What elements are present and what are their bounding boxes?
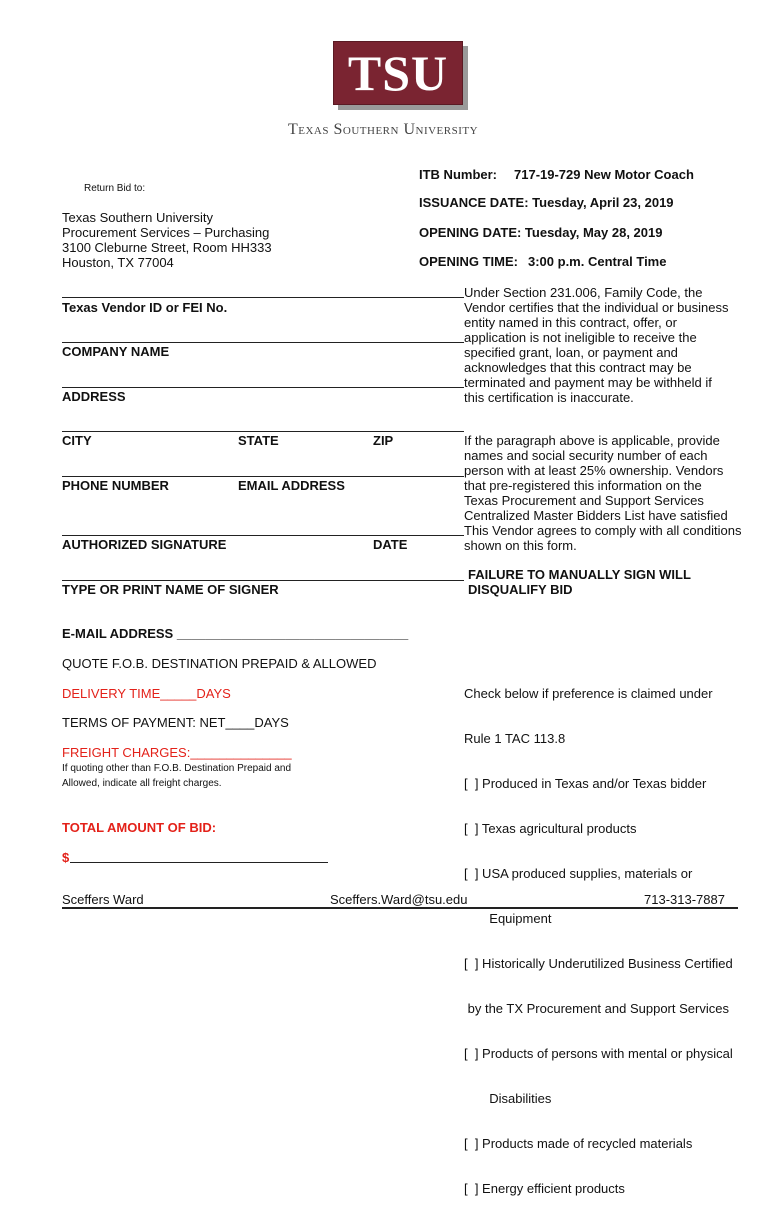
pref-line: Rule 1 TAC 113.8 [464, 731, 566, 746]
para-line: shown on this form. [464, 538, 577, 553]
address-line-field[interactable] [62, 387, 464, 388]
vendor-id-label: Texas Vendor ID or FEI No. [62, 300, 228, 315]
ownership-paragraph [464, 433, 741, 553]
address-line: Procurement Services – Purchasing [62, 225, 270, 240]
phone-line[interactable] [62, 476, 464, 477]
address-line: Texas Southern University [62, 210, 214, 225]
return-address [62, 210, 272, 270]
cert-line: terminated and payment may be withheld if [464, 375, 712, 390]
pref-checkbox-energy[interactable]: [ ] Energy efficient products [464, 1181, 625, 1196]
itb-label: ITB Number: [419, 167, 497, 182]
address-line: Houston, TX 77004 [62, 255, 174, 270]
total-amount-label: TOTAL AMOUNT OF BID: [62, 820, 217, 835]
pref-checkbox-recycled[interactable]: [ ] Products made of recycled materials [464, 1136, 693, 1151]
opening-date: OPENING DATE: Tuesday, May 28, 2019 [419, 225, 663, 240]
freight-charges[interactable]: FREIGHT CHARGES:______________ [62, 745, 292, 760]
cert-line: specified grant, loan, or payment and [464, 345, 678, 360]
para-line: names and social security number of each [464, 448, 708, 463]
company-line[interactable] [62, 342, 464, 343]
print-name-label: TYPE OR PRINT NAME OF SIGNER [62, 582, 279, 597]
itb-value: 717-19-729 New Motor Coach [514, 167, 694, 182]
cert-line: entity named in this contract, offer, or [464, 315, 677, 330]
freight-note: Allowed, indicate all freight charges. [62, 778, 222, 789]
failure-line: DISQUALIFY BID [468, 582, 573, 597]
address-label: ADDRESS [62, 389, 126, 404]
cert-line: this certification is inaccurate. [464, 390, 634, 405]
address-line: 3100 Cleburne Street, Room HH333 [62, 240, 272, 255]
tsu-logo [333, 41, 463, 105]
pref-line: Check below if preference is claimed under [464, 686, 713, 701]
pref-checkbox-disabilities[interactable]: [ ] Products of persons with mental or physical [464, 1046, 733, 1061]
state-label: STATE [238, 433, 279, 448]
pref-checkbox-hub[interactable]: [ ] Historically Underutilized Business Certified [464, 956, 733, 971]
certification-text [464, 285, 729, 405]
cert-line: application is not ineligible to receive the [464, 330, 697, 345]
opening-time-value: 3:00 p.m. Central Time [528, 254, 667, 269]
city-line[interactable] [62, 431, 464, 432]
freight-note: If quoting other than F.O.B. Destination Prepaid and [62, 763, 292, 774]
para-line: This Vendor agrees to comply with all conditions [464, 523, 742, 538]
para-line: Centralized Master Bidders List have satisfied [464, 508, 728, 523]
opening-time-label: OPENING TIME: [419, 254, 518, 269]
phone-label: PHONE NUMBER [62, 478, 169, 493]
pref-checkbox-usa[interactable]: [ ] USA produced supplies, materials or [464, 866, 693, 881]
pref-checkbox-texas[interactable]: [ ] Produced in Texas and/or Texas bidder [464, 776, 707, 791]
footer-rule [62, 907, 738, 909]
pref-line: by the TX Procurement and Support Services [464, 1001, 729, 1016]
contact-email[interactable]: Sceffers.Ward@tsu.edu [330, 892, 468, 907]
signature-line[interactable] [62, 535, 464, 536]
terms-of-payment[interactable]: TERMS OF PAYMENT: NET____DAYS [62, 715, 289, 730]
zip-label: ZIP [373, 433, 394, 448]
company-label: COMPANY NAME [62, 344, 170, 359]
contact-phone: 713-313-7887 [644, 892, 725, 907]
total-amount-line[interactable] [70, 862, 328, 863]
failure-warning [468, 567, 691, 597]
failure-line: FAILURE TO MANUALLY SIGN WILL [468, 567, 691, 582]
print-name-line[interactable] [62, 580, 464, 581]
date-label: DATE [373, 537, 408, 552]
authorized-signature-label: AUTHORIZED SIGNATURE [62, 537, 227, 552]
para-line: person with at least 25% ownership. Vendors [464, 463, 724, 478]
return-bid-label: Return Bid to: [84, 183, 146, 194]
cert-line: Vendor certifies that the individual or business [464, 300, 729, 315]
city-label: CITY [62, 433, 92, 448]
cert-line: acknowledges that this contract may be [464, 360, 692, 375]
dollar-sign: $ [62, 850, 70, 865]
preference-list [464, 656, 733, 1211]
email-field[interactable]: E-MAIL ADDRESS ________________________________ [62, 626, 409, 641]
contact-name: Sceffers Ward [62, 892, 144, 907]
cert-line: Under Section 231.006, Family Code, the [464, 285, 703, 300]
para-line: that pre-registered this information on the [464, 478, 702, 493]
vendor-id-line[interactable] [62, 297, 464, 298]
para-line: If the paragraph above is applicable, provide [464, 433, 720, 448]
logo-text: TSU [347, 45, 449, 101]
email-address-label: EMAIL ADDRESS [238, 478, 345, 493]
quote-fob: QUOTE F.O.B. DESTINATION PREPAID & ALLOWED [62, 656, 377, 671]
pref-line: Equipment [464, 911, 552, 926]
para-line: Texas Procurement and Support Services [464, 493, 704, 508]
pref-checkbox-agricultural[interactable]: [ ] Texas agricultural products [464, 821, 637, 836]
delivery-time[interactable]: DELIVERY TIME_____DAYS [62, 686, 231, 701]
university-name: Texas Southern University [288, 121, 479, 138]
pref-line: Disabilities [464, 1091, 552, 1106]
issuance-date: ISSUANCE DATE: Tuesday, April 23, 2019 [419, 195, 674, 210]
